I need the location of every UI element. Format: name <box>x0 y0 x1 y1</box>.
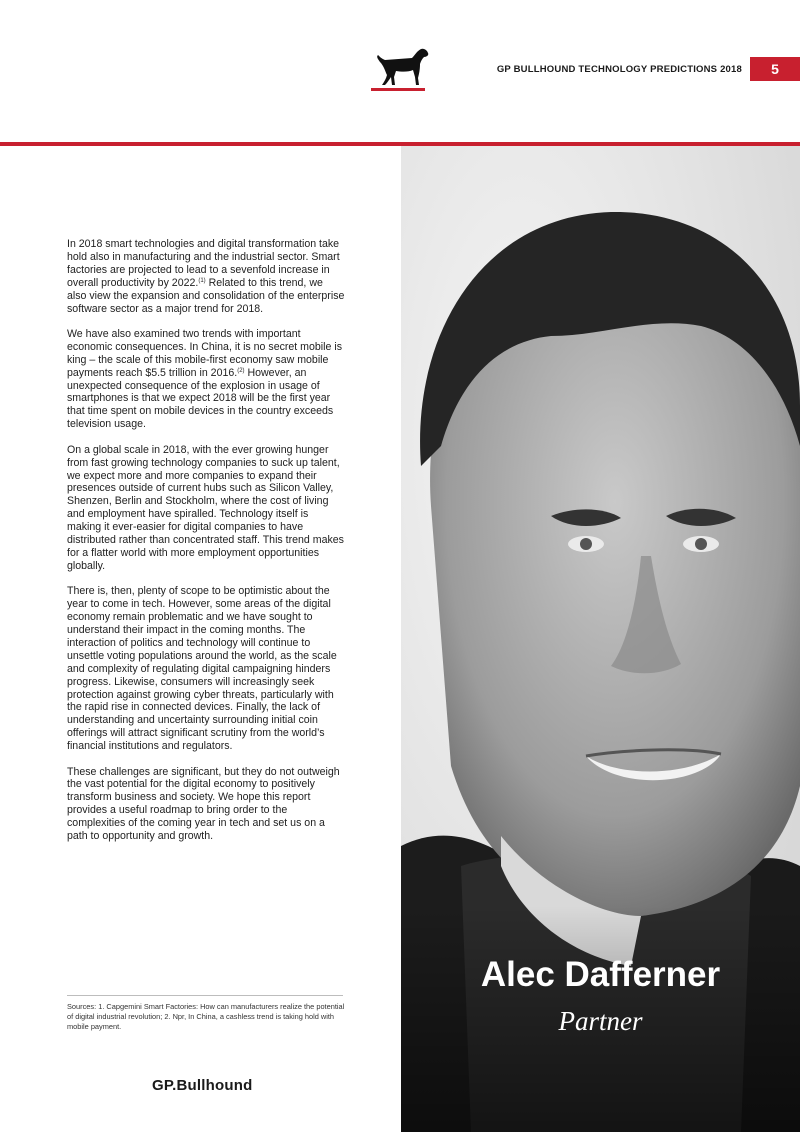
article-body <box>67 238 345 855</box>
footer-logo: GP.Bullhound <box>152 1077 253 1094</box>
sources-note: Sources: 1. Capgemini Smart Factories: How can manufacturers realize the potential of digital industrial revolution; 2. Npr, In China, a cashless trend is taking hold with mobile payment. <box>67 1002 345 1031</box>
page-number: 5 <box>750 57 800 81</box>
bulldog-logo-icon <box>374 44 430 88</box>
paragraph: These challenges are significant, but they do not outweigh the vast potential for the digital economy to positively transform business and society. We hope this report provides a useful roadmap to bring order to the complexities of the coming year in tech and set us on a path to opportunity and growth. <box>67 765 340 843</box>
sources-divider <box>67 995 343 996</box>
person-name: Alec Dafferner <box>480 955 721 994</box>
publication-title: GP BULLHOUND TECHNOLOGY PREDICTIONS 2018 <box>496 64 742 75</box>
paragraph: On a global scale in 2018, with the ever growing hunger from fast growing technology companies to suck up talent, we expect more and more companies to expand their presences outside of current hubs such as Silicon Valley, Shenzen, Berlin and Stockholm, where the cost of living and employment have spiralled. Technology itself is making it ever-easier for digital companies to have distributed rather than concentrated staff. This trend makes for a flatter world with more employment opportunities globally. <box>67 443 344 572</box>
paragraph: There is, then, plenty of scope to be optimistic about the year to come in tech. However, some areas of the digital economy remain problematic and we have sought to understand their impact in the coming months. The interaction of politics and technology will continue to unsettle voting populations around the world, as the scale and complexity of regulating digital campaigning hinders progress. Likewise, consumers will increasingly seek protection against growing cyber threats, particularly with the rapid rise in connected devices. Finally, the lack of understanding and uncertainty surrounding initial coin offerings will attract significant scrutiny from the world’s financial institutions and regulators. <box>67 585 337 753</box>
paragraph: In 2018 smart technologies and digital transformation take hold also in manufacturing and the industrial sector. Smart factories are projected to lead to a sevenfold increase in overall productivity by 2022.$^{(1)}$ Related to this trend, we also view the expansion and consolidation of the enterprise software sector as a major trend for 2018. <box>67 238 345 315</box>
logo-underline <box>371 88 425 91</box>
paragraph: We have also examined two trends with important economic consequences. In China, it is no secret mobile is king – the scale of this mobile-first economy saw mobile payments reach $5.5 trillion in 2016.$^{(2)}$ However, an unexpected consequence of the explosion in usage of smartphones is that we expect 2018 will be the first year that time spent on mobile devices in the country exceeds television usage. <box>67 327 342 431</box>
person-role: Partner <box>558 1006 643 1036</box>
